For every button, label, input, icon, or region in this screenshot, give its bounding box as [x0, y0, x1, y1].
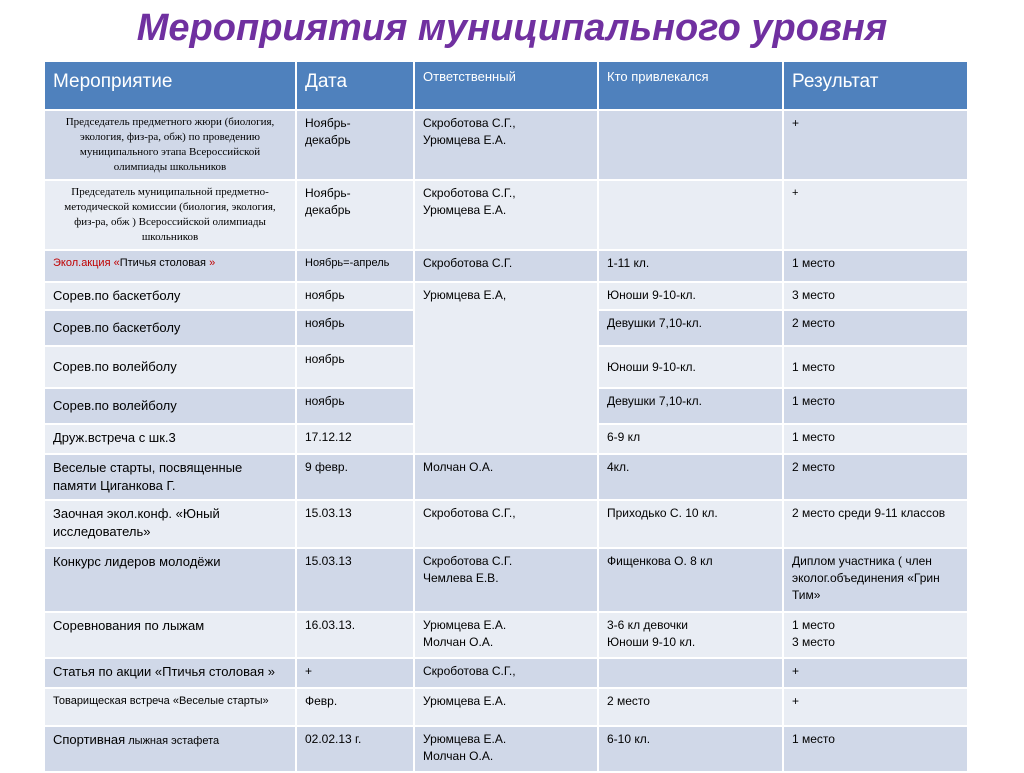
cell-responsible: Скроботова С.Г. [414, 250, 598, 282]
cell-result: 3 место [783, 282, 968, 310]
cell-event: Друж.встреча с шк.3 [44, 424, 296, 454]
cell-responsible: Урюмцева Е.А. Молчан О.А. [414, 612, 598, 658]
cell-participants [598, 658, 783, 688]
cell-responsible: Урюмцева Е.А. [414, 688, 598, 726]
cell-result: + [783, 688, 968, 726]
cell-date: ноябрь [296, 310, 414, 346]
cell-date: 17.12.12 [296, 424, 414, 454]
cell-result: + [783, 180, 968, 250]
cell-event: Веселые старты, посвященные памяти Циганкова Г. [44, 454, 296, 500]
cell-participants [598, 110, 783, 180]
cell-event: Конкурс лидеров молодёжи [44, 548, 296, 612]
header-date: Дата [296, 61, 414, 110]
cell-participants: 6-9 кл [598, 424, 783, 454]
cell-date: 02.02.13 г. [296, 726, 414, 772]
header-event: Мероприятие [44, 61, 296, 110]
event-prefix: Экол.акция « [53, 257, 120, 269]
cell-event: Сорев.по баскетболу [44, 310, 296, 346]
cell-participants: Юноши 9-10-кл. [598, 282, 783, 310]
cell-date: 9 февр. [296, 454, 414, 500]
cell-result: 1 место [783, 388, 968, 424]
cell-result: 2 место [783, 310, 968, 346]
cell-result: 2 место [783, 454, 968, 500]
cell-participants: Фищенкова О. 8 кл [598, 548, 783, 612]
cell-event: Заочная экол.конф. «Юный исследователь» [44, 500, 296, 548]
table-row [44, 454, 968, 500]
table-row [44, 500, 968, 548]
cell-result: + [783, 658, 968, 688]
table-row [44, 548, 968, 612]
cell-event: Товарищеская встреча «Веселые старты» [44, 688, 296, 726]
cell-participants: 6-10 кл. [598, 726, 783, 772]
event-suffix: » [206, 257, 216, 269]
table-row [44, 658, 968, 688]
event-main: Птичья столовая [119, 257, 207, 269]
table-row [44, 688, 968, 726]
event-main: Спортивная [53, 732, 126, 747]
cell-result: 1 место [783, 346, 968, 388]
cell-result: 1 место 3 место [783, 612, 968, 658]
cell-responsible: Скроботова С.Г., Урюмцева Е.А. [414, 110, 598, 180]
header-responsible: Ответственный [414, 61, 598, 110]
cell-event [44, 250, 296, 282]
cell-responsible: Скроботова С.Г. Чемлева Е.В. [414, 548, 598, 612]
cell-participants: 3-6 кл девочки Юноши 9-10 кл. [598, 612, 783, 658]
cell-result: 1 место [783, 250, 968, 282]
cell-date: ноябрь [296, 346, 414, 388]
page-title: Мероприятия муниципального уровня [136, 7, 888, 49]
header-participants: Кто привлекался [598, 61, 783, 110]
cell-participants: Девушки 7,10-кл. [598, 388, 783, 424]
cell-date: + [296, 658, 414, 688]
event-suffix: лыжная эстафета [125, 735, 220, 747]
cell-date: Ноябрь- декабрь [296, 180, 414, 250]
header-result: Результат [783, 61, 968, 110]
table-row [44, 250, 968, 282]
cell-participants: Приходько С. 10 кл. [598, 500, 783, 548]
table-row [44, 726, 968, 772]
table-row [44, 110, 968, 180]
cell-date: Ноябрь=-апрель [296, 250, 414, 282]
table-row [44, 612, 968, 658]
table-row [44, 180, 968, 250]
cell-event: Председатель предметного жюри (биология, экология, физ-ра, обж) по проведению муниципального этапа Всероссийской олимпиады школьников [44, 110, 296, 180]
cell-event [44, 726, 296, 772]
events-table [43, 60, 969, 773]
cell-participants [598, 180, 783, 250]
cell-event: Соревнования по лыжам [44, 612, 296, 658]
cell-event: Сорев.по волейболу [44, 388, 296, 424]
cell-date: 15.03.13 [296, 548, 414, 612]
cell-event: Сорев.по баскетболу [44, 282, 296, 310]
cell-event: Статья по акции «Птичья столовая » [44, 658, 296, 688]
cell-result: Диплом участника ( член эколог.объединения «Грин Тим» [783, 548, 968, 612]
cell-participants: 4кл. [598, 454, 783, 500]
cell-result: + [783, 110, 968, 180]
table-row [44, 282, 968, 310]
cell-result: 2 место среди 9-11 классов [783, 500, 968, 548]
cell-date: 15.03.13 [296, 500, 414, 548]
cell-date: Ноябрь- декабрь [296, 110, 414, 180]
cell-result: 1 место [783, 726, 968, 772]
cell-responsible: Скроботова С.Г., Урюмцева Е.А. [414, 180, 598, 250]
cell-date: Февр. [296, 688, 414, 726]
cell-result: 1 место [783, 424, 968, 454]
cell-date: ноябрь [296, 388, 414, 424]
cell-participants: 2 место [598, 688, 783, 726]
cell-responsible: Урюмцева Е.А. Молчан О.А. [414, 726, 598, 772]
cell-event: Сорев.по волейболу [44, 346, 296, 388]
cell-responsible: Молчан О.А. [414, 454, 598, 500]
cell-responsible: Скроботова С.Г., [414, 500, 598, 548]
cell-date: ноябрь [296, 282, 414, 310]
cell-date: 16.03.13. [296, 612, 414, 658]
cell-responsible: Скроботова С.Г., [414, 658, 598, 688]
cell-participants: Девушки 7,10-кл. [598, 310, 783, 346]
header-row [44, 61, 968, 110]
cell-responsible: Урюмцева Е.А, [414, 282, 598, 454]
cell-event: Председатель муниципальной предметно-методической комиссии (биология, экология, физ-ра, обж ) Всероссийской олимпиады школьников [44, 180, 296, 250]
cell-participants: Юноши 9-10-кл. [598, 346, 783, 388]
cell-participants: 1-11 кл. [598, 250, 783, 282]
